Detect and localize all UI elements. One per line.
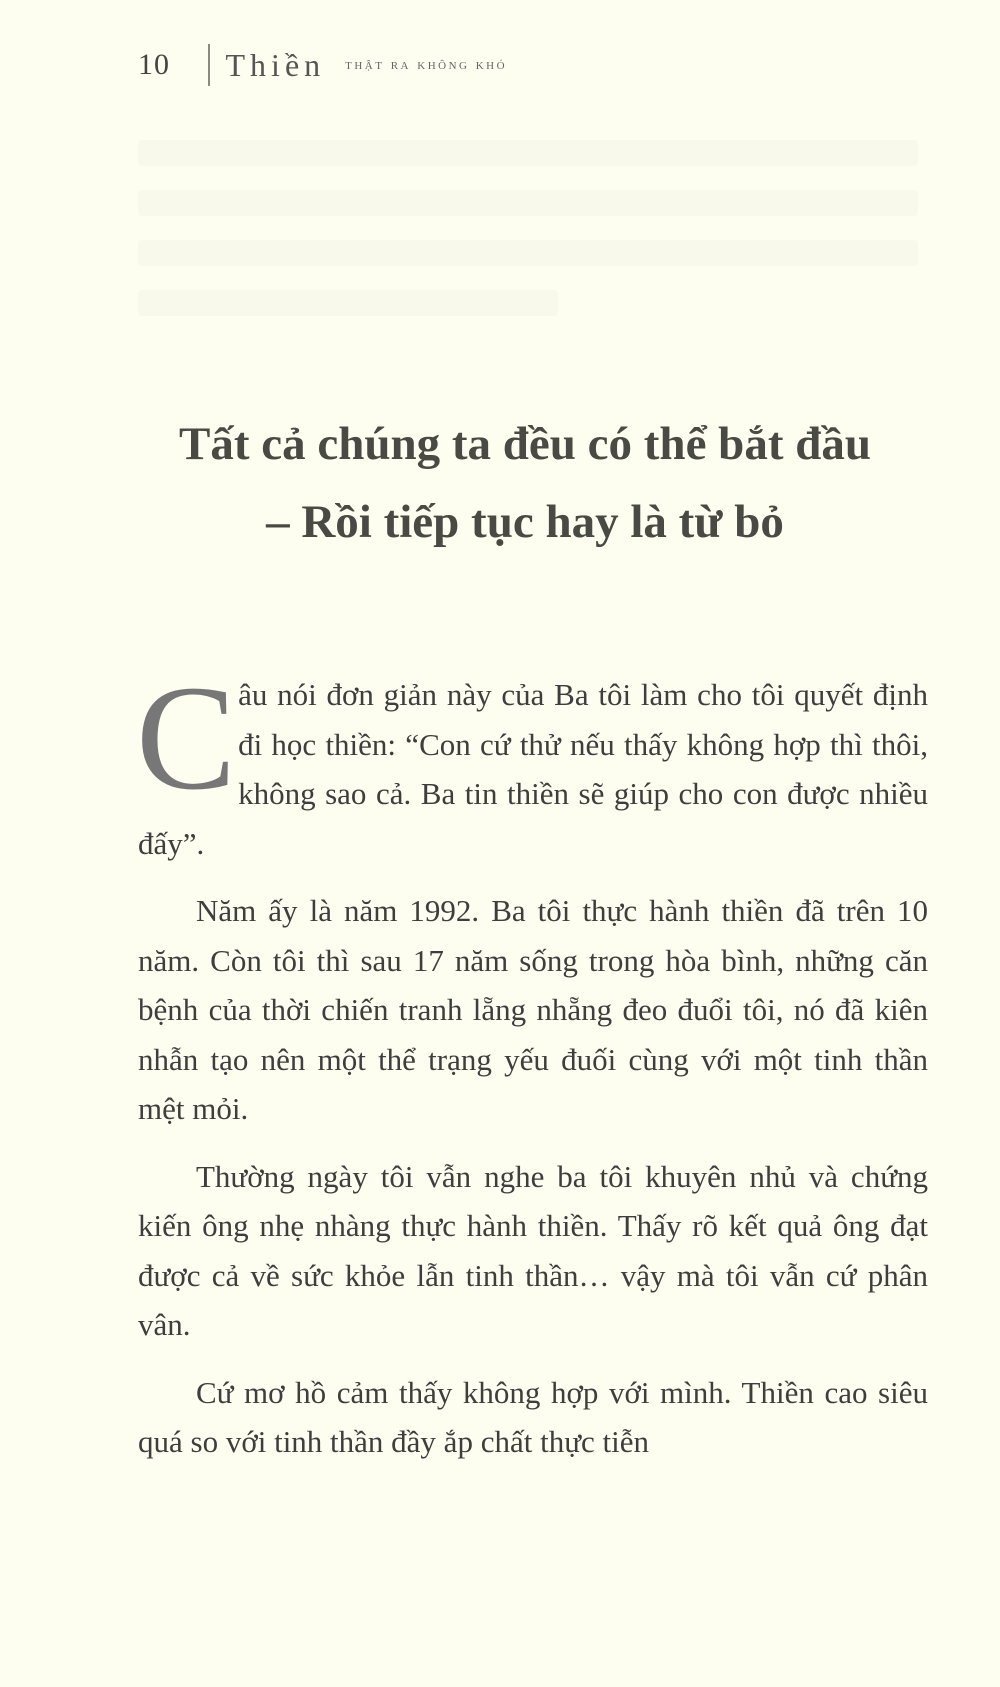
ghost-text-line [138, 290, 558, 316]
book-subtitle: thật ra không khó [345, 56, 508, 73]
paragraph: Cứ mơ hồ cảm thấy không hợp với mình. Thiền cao siêu quá so với tinh thần đầy ắp chất thực tiễn [138, 1374, 928, 1459]
ghost-text-line [138, 190, 918, 216]
book-title: Thiền [225, 46, 326, 83]
paragraph-text: âu nói đơn giản này của Ba tôi làm cho tôi quyết định đi học thiền: “Con cứ thử nếu thấy không hợp thì thôi, không sao cả. Ba tin thiền sẽ giúp cho con được nhiều đấy”. [138, 677, 928, 861]
paragraph: Năm ấy là năm 1992. Ba tôi thực hành thiền đã trên 10 năm. Còn tôi thì sau 17 năm sống trong hòa bình, những căn bệnh của thời chiến tranh lẵng nhẵng đeo đuổi tôi, nó đã kiên nhẫn tạo nên một thể trạng yếu đuối cùng với một tinh thần mệt mỏi. [138, 893, 928, 1126]
paragraph: Thường ngày tôi vẫn nghe ba tôi khuyên nhủ và chứng kiến ông nhẹ nhàng thực hành thiền. Thấy rõ kết quả ông đạt được cả về sức khỏe lẫn tinh thần… vậy mà tôi vẫn cứ phân vân. [138, 1158, 928, 1342]
running-header [138, 40, 507, 90]
header-divider [208, 44, 210, 86]
drop-cap: C [136, 655, 237, 821]
ghost-text-line [138, 240, 918, 266]
ghost-text-line [138, 140, 918, 166]
paragraph [136, 655, 928, 868]
body-text [136, 655, 928, 1485]
page-number: 10 [138, 48, 170, 81]
chapter-title-line: – Rồi tiếp tục hay là từ bỏ [266, 496, 784, 548]
chapter-title-line: Tất cả chúng ta đều có thể bắt đầu [178, 418, 871, 470]
chapter-title [100, 405, 950, 561]
